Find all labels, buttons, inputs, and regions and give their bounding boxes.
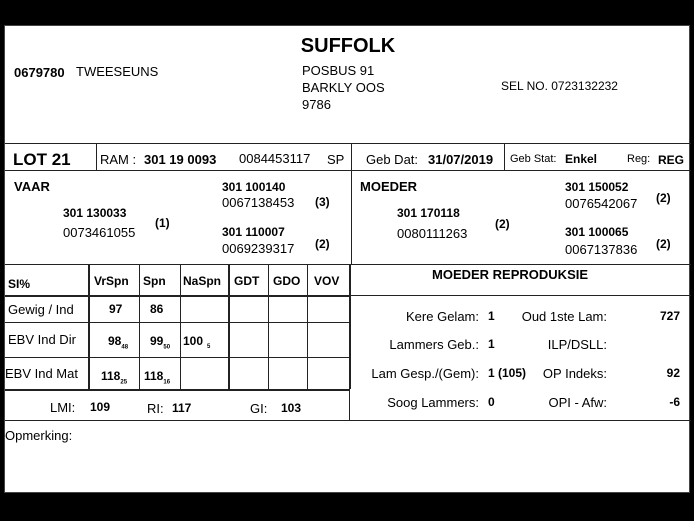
- divider: [139, 264, 140, 389]
- sire-dam-mark: (2): [315, 237, 330, 251]
- divider: [268, 264, 269, 389]
- header-spn: Spn: [143, 274, 166, 288]
- breed-title: SUFFOLK: [300, 35, 396, 57]
- sire-mark: (1): [155, 216, 170, 230]
- dam-id: 0080111263: [397, 226, 468, 241]
- dam-sire-mark: (2): [656, 191, 671, 205]
- repro-value: 1: [488, 337, 495, 351]
- ram-sp: SP: [327, 152, 345, 167]
- header-vrspn: VrSpn: [94, 274, 129, 288]
- row-label: Gewig / Ind: [8, 302, 74, 317]
- divider: [228, 264, 230, 389]
- remarks-label: Opmerking:: [5, 428, 73, 443]
- vrspn-value: $118_{25}$: [101, 369, 128, 386]
- repro-label: Oud 1ste Lam:: [521, 309, 607, 324]
- sire-sire-mark: (3): [315, 195, 330, 209]
- ri-label: RI:: [147, 401, 164, 416]
- sire-number: 301 130033: [63, 206, 127, 220]
- divider: [349, 264, 351, 389]
- header-si: SI%: [8, 277, 31, 291]
- vrspn-value: 97: [109, 302, 123, 316]
- header-vov: VOV: [314, 274, 340, 288]
- divider: [88, 264, 90, 389]
- divider: [5, 420, 691, 421]
- header-naspn: NaSpn: [183, 274, 222, 288]
- gi-value: 103: [281, 401, 302, 415]
- lmi-value: 109: [90, 400, 111, 414]
- address-line-1: POSBUS 91: [302, 63, 375, 78]
- dam-mark: (2): [495, 217, 510, 231]
- repro-value: 1 (105): [488, 366, 527, 380]
- repro-label: OP Indeks:: [542, 366, 607, 381]
- sire-label: VAAR: [14, 179, 50, 194]
- ram-label: RAM :: [100, 152, 137, 167]
- dam-dam-number: 301 100065: [565, 225, 629, 239]
- divider: [5, 143, 691, 144]
- divider: [504, 143, 505, 170]
- divider: [351, 170, 352, 264]
- naspn-value: 100 $_5$: [183, 334, 211, 351]
- lot-number: LOT 21: [13, 150, 71, 169]
- cell-number: SEL NO. 0723132232: [501, 79, 618, 93]
- divider: [5, 322, 349, 323]
- sire-dam-id: 0069239317: [222, 241, 295, 256]
- divider: [96, 143, 97, 170]
- repro-value: 1: [488, 309, 495, 323]
- ram-id: 0084453117: [239, 151, 311, 166]
- repro-value: -6: [669, 395, 680, 409]
- divider: [5, 357, 349, 358]
- spn-value: $99_{50}$: [150, 334, 171, 351]
- ri-value: 117: [172, 401, 192, 415]
- header-gdt: GDT: [234, 274, 260, 288]
- spn-value: $118_{16}$: [144, 369, 171, 386]
- divider: [307, 264, 308, 389]
- owner-code: 0679780: [14, 65, 65, 80]
- repro-value: 0: [488, 395, 495, 409]
- dam-sire-number: 301 150052: [565, 180, 629, 194]
- address-line-3: 9786: [302, 97, 331, 112]
- row-label: EBV Ind Dir: [8, 332, 76, 347]
- header-gdo: GDO: [273, 274, 301, 288]
- divider: [5, 264, 691, 265]
- birth-status-label: Geb Stat:: [510, 153, 557, 165]
- auction-card: [4, 25, 690, 493]
- lmi-label: LMI:: [50, 400, 76, 415]
- dam-label: MOEDER: [360, 179, 418, 194]
- dam-dam-mark: (2): [656, 237, 671, 251]
- vrspn-value: $98_{48}$: [108, 334, 129, 351]
- repro-label: Soog Lammers:: [387, 395, 479, 410]
- row-label: EBV Ind Mat: [5, 366, 78, 381]
- sire-sire-number: 301 100140: [222, 180, 286, 194]
- divider: [351, 143, 352, 170]
- repro-label: Kere Gelam:: [406, 309, 479, 324]
- birth-date-label: Geb Dat:: [366, 152, 419, 167]
- sire-id: 0073461055: [63, 225, 136, 240]
- repro-value: 727: [659, 309, 680, 323]
- repro-label: Lammers Geb.:: [389, 337, 479, 352]
- dam-number: 301 170118: [397, 206, 460, 220]
- birth-status: Enkel: [565, 152, 598, 166]
- divider: [5, 295, 349, 297]
- repro-label: OPI - Afw:: [548, 395, 607, 410]
- divider: [5, 389, 349, 391]
- dam-dam-id: 0067137836: [565, 242, 638, 257]
- repro-value: 92: [666, 366, 680, 380]
- dam-sire-id: 0076542067: [565, 196, 638, 211]
- reg-status: REG: [658, 153, 685, 167]
- reg-label: Reg:: [627, 153, 651, 165]
- sire-dam-number: 301 110007: [222, 225, 285, 239]
- address-line-2: BARKLY OOS: [302, 80, 385, 95]
- divider: [349, 389, 350, 420]
- divider: [5, 170, 691, 171]
- sire-sire-id: 0067138453: [222, 195, 295, 210]
- birth-date: 31/07/2019: [428, 152, 494, 167]
- gi-label: GI:: [250, 401, 268, 416]
- divider: [349, 295, 691, 296]
- owner-name: TWEESEUNS: [76, 64, 159, 79]
- repro-label: Lam Gesp./(Gem):: [371, 366, 479, 381]
- spn-value: 86: [150, 302, 164, 316]
- divider: [180, 264, 181, 389]
- repro-title: MOEDER REPRODUKSIE: [432, 267, 589, 282]
- ram-number: 301 19 0093: [144, 152, 217, 167]
- repro-label: ILP/DSLL:: [547, 337, 607, 352]
